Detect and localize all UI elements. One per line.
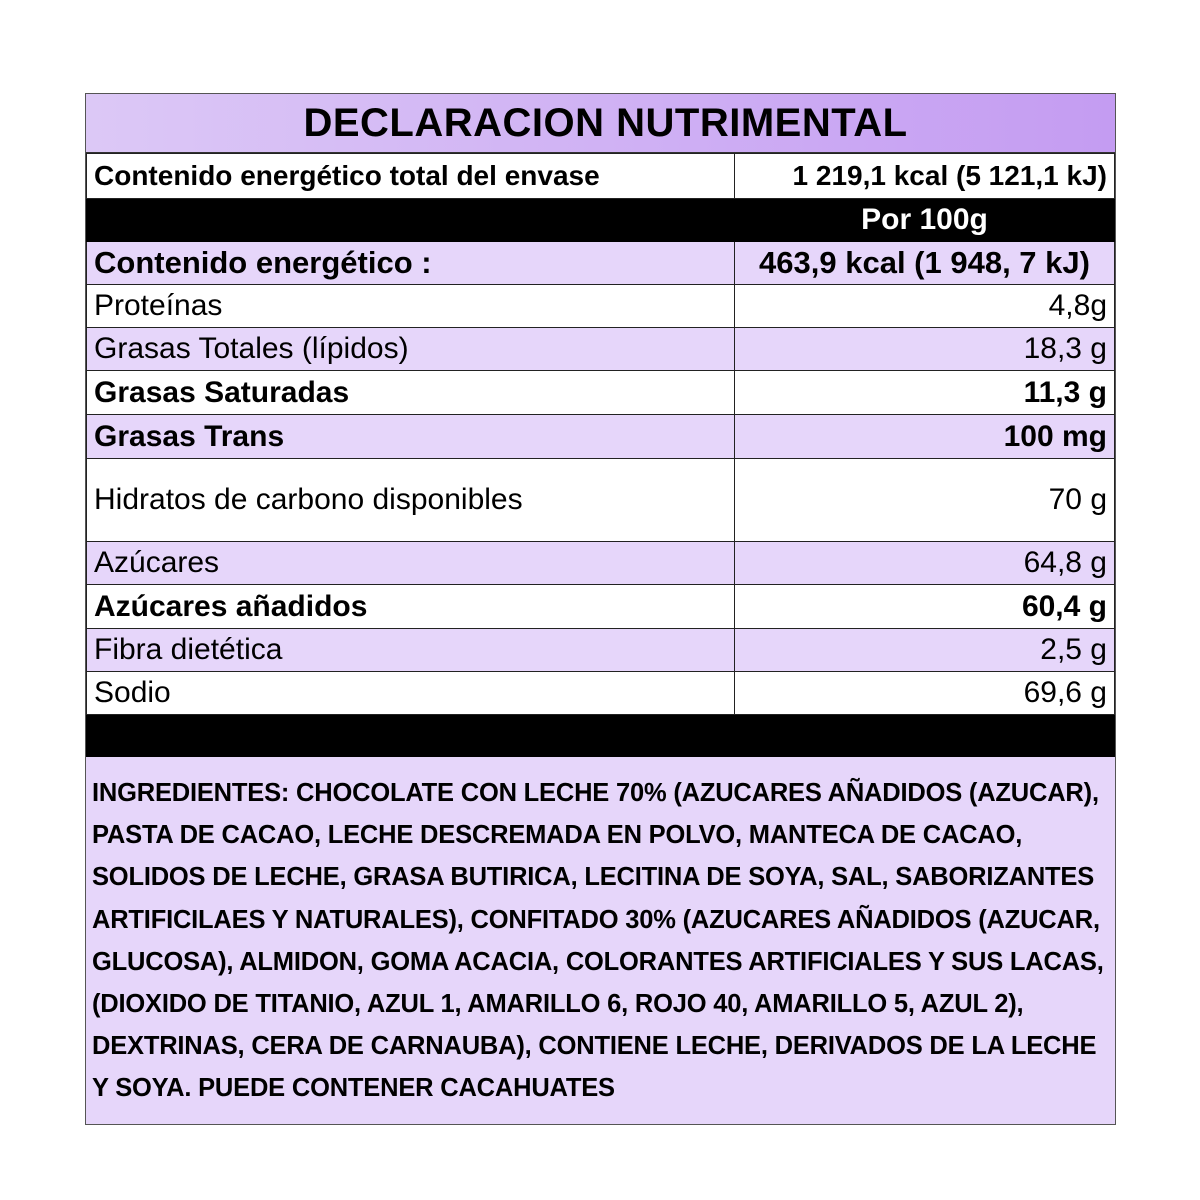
- nutrient-label: Grasas Saturadas: [87, 371, 735, 415]
- nutrient-label: Proteínas: [87, 285, 735, 328]
- nutrient-label: Sodio: [87, 672, 735, 715]
- nutrient-label: Hidratos de carbono disponibles: [87, 459, 735, 542]
- energy-row: [87, 242, 1115, 285]
- nutrition-table: [86, 153, 1115, 715]
- nutrient-value: 64,8 g: [735, 542, 1115, 585]
- nutrient-label: Grasas Trans: [87, 415, 735, 459]
- nutrient-row-proteins: [87, 285, 1115, 328]
- nutrition-label: [85, 93, 1116, 1125]
- nutrient-row-total-fat: [87, 328, 1115, 371]
- nutrient-label: Azúcares añadidos: [87, 585, 735, 629]
- nutrient-value: 2,5 g: [735, 629, 1115, 672]
- per-100g-header-row: [87, 199, 1115, 242]
- nutrient-value: 69,6 g: [735, 672, 1115, 715]
- nutrient-value: 4,8g: [735, 285, 1115, 328]
- total-energy-label: Contenido energético total del envase: [87, 154, 735, 199]
- total-energy-value: 1 219,1 kcal (5 121,1 kJ): [735, 154, 1115, 199]
- per-100g-header: Por 100g: [735, 199, 1115, 242]
- nutrient-label: Azúcares: [87, 542, 735, 585]
- nutrient-value: 60,4 g: [735, 585, 1115, 629]
- nutrient-value: 100 mg: [735, 415, 1115, 459]
- nutrient-row-trans-fat: [87, 415, 1115, 459]
- nutrient-label: Fibra dietética: [87, 629, 735, 672]
- total-energy-row: [87, 154, 1115, 199]
- nutrient-value: 70 g: [735, 459, 1115, 542]
- nutrient-value: 18,3 g: [735, 328, 1115, 371]
- nutrient-row-sodium: [87, 672, 1115, 715]
- nutrient-row-sugars: [87, 542, 1115, 585]
- label-title: DECLARACION NUTRIMENTAL: [86, 94, 1115, 153]
- energy-value: 463,9 kcal (1 948, 7 kJ): [735, 242, 1115, 285]
- nutrient-label: Grasas Totales (lípidos): [87, 328, 735, 371]
- nutrient-row-fiber: [87, 629, 1115, 672]
- ingredients-text: INGREDIENTES: CHOCOLATE CON LECHE 70% (AZUCARES AÑADIDOS (AZUCAR), PASTA DE CACAO, LECHE DESCREMADA EN POLVO, MANTECA DE CACAO, SOLIDOS DE LECHE, GRASA BUTIRICA, LECITINA DE SOYA, SAL, SABORIZANTES ARTIFICILAES Y NATURALES), CONFITADO 30% (AZUCARES AÑADIDOS (AZUCAR, GLUCOSA), ALMIDON, GOMA ACACIA, COLORANTES ARTIFICIALES Y SUS LACAS, (DIOXIDO DE TITANIO, AZUL 1, AMARILLO 6, ROJO 40, AMARILLO 5, AZUL 2), DEXTRINAS, CERA DE CARNAUBA), CONTIENE LECHE, DERIVADOS DE LA LECHE Y SOYA. PUEDE CONTENER CACAHUATES: [86, 757, 1115, 1124]
- header-blank-cell: [87, 199, 735, 242]
- energy-label: Contenido energético :: [87, 242, 735, 285]
- black-divider-band: [86, 715, 1115, 757]
- nutrient-row-added-sugars: [87, 585, 1115, 629]
- nutrient-value: 11,3 g: [735, 371, 1115, 415]
- nutrient-row-carbohydrates: [87, 459, 1115, 542]
- nutrient-row-saturated-fat: [87, 371, 1115, 415]
